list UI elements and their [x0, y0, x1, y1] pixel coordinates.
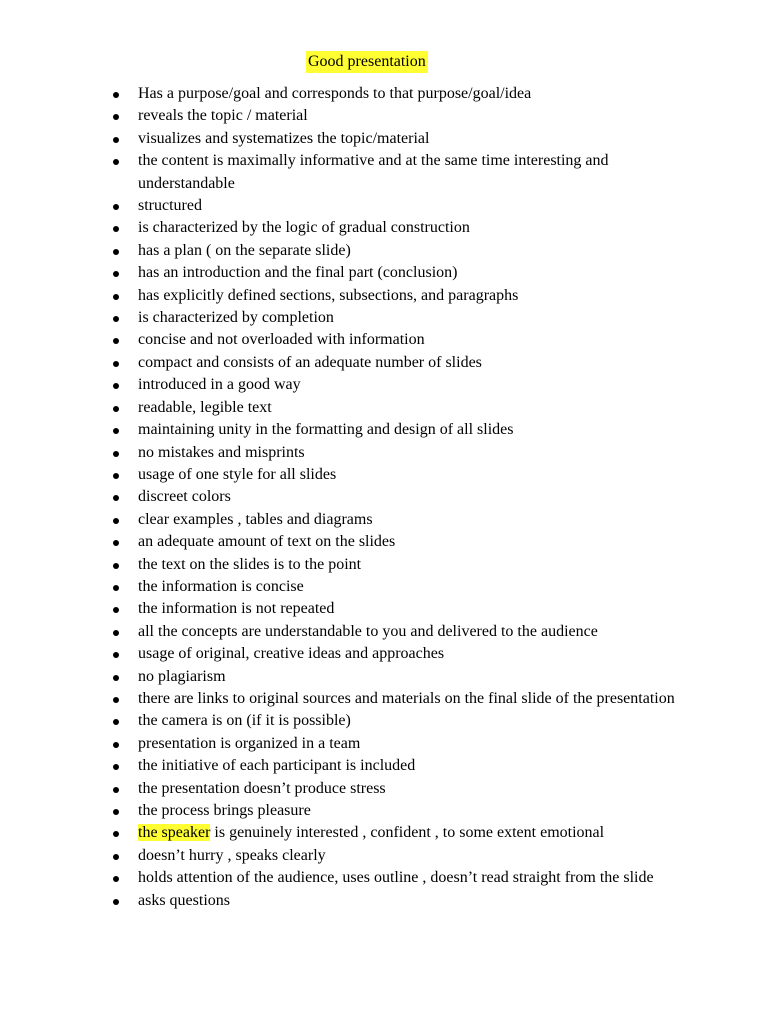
- list-item: [0, 240, 768, 262]
- list-item: [0, 374, 768, 396]
- list-item-text: has explicitly defined sections, subsections, and paragraphs: [138, 286, 519, 304]
- list-item: [0, 800, 768, 822]
- list-item: [0, 554, 768, 576]
- list-item-text: Has a purpose/goal and corresponds to that purpose/goal/idea: [138, 85, 532, 102]
- list-item: [0, 464, 768, 486]
- list-item-text: the initiative of each participant is included: [138, 757, 416, 775]
- bullet-icon: [113, 719, 119, 725]
- bullet-icon: [113, 361, 119, 367]
- list-item: [0, 419, 768, 441]
- list-item: [0, 397, 768, 419]
- list-item: [0, 262, 768, 284]
- bullet-icon: [113, 473, 119, 479]
- list-item-text: introduced in a good way: [138, 376, 301, 394]
- bullet-icon: [113, 249, 119, 255]
- list-item: [0, 83, 768, 105]
- list-item: [0, 778, 768, 800]
- list-item-text: clear examples , tables and diagrams: [138, 510, 373, 528]
- list-item: [0, 329, 768, 351]
- bullet-icon: [113, 899, 119, 905]
- bullet-icon: [113, 876, 119, 882]
- bullet-icon: [113, 540, 119, 546]
- list-item: [0, 442, 768, 464]
- list-item: [0, 867, 768, 889]
- bullet-icon: [113, 809, 119, 815]
- list-item: [0, 643, 768, 665]
- list-item-text: concise and not overloaded with information: [138, 331, 425, 349]
- list-item-text: readable, legible text: [138, 398, 272, 416]
- bullet-icon: [113, 137, 119, 143]
- list-item: [0, 307, 768, 329]
- highlighted-text: the speaker: [138, 824, 211, 842]
- list-item-text: the information is not repeated: [138, 600, 335, 618]
- list-item-text: holds attention of the audience, uses outline , doesn’t read straight from the slide: [138, 869, 654, 887]
- bullet-icon: [113, 697, 119, 703]
- bullet-icon: [113, 204, 119, 210]
- page-title: Good presentation: [306, 51, 428, 73]
- list-item-text: usage of original, creative ideas and approaches: [138, 645, 445, 663]
- list-item: [0, 733, 768, 755]
- bullet-icon: [113, 271, 119, 277]
- list-item: [0, 285, 768, 307]
- bullet-icon: [113, 854, 119, 860]
- list-item: [0, 217, 768, 239]
- list-item: [0, 598, 768, 620]
- list-item-text: the process brings pleasure: [138, 802, 311, 819]
- list-item: [0, 755, 768, 777]
- list-item-text: the presentation doesn’t produce stress: [138, 779, 386, 797]
- list-item-text: is genuinely interested , confident , to some extent emotional: [210, 824, 605, 842]
- list-item-text: asks questions: [138, 891, 230, 909]
- bullet-icon: [113, 518, 119, 524]
- list-item-text: doesn’t hurry , speaks clearly: [138, 846, 326, 864]
- bullet-icon: [113, 159, 119, 165]
- list-item-text: the content is maximally informative and at the same time interesting and understandable: [138, 152, 609, 192]
- bullet-icon: [113, 406, 119, 412]
- list-item-text: has a plan ( on the separate slide): [138, 241, 351, 259]
- list-item-text: all the concepts are understandable to you and delivered to the audience: [138, 622, 598, 640]
- list-item: [0, 352, 768, 374]
- bullet-icon: [113, 316, 119, 322]
- list-item-text: reveals the topic / material: [138, 107, 308, 125]
- bullet-icon: [113, 675, 119, 681]
- bullet-icon: [113, 92, 119, 98]
- list-item-text: structured: [138, 197, 202, 215]
- list-item: [0, 509, 768, 531]
- list-item: [0, 621, 768, 643]
- bullet-icon: [113, 831, 119, 837]
- list-item-text: presentation is organized in a team: [138, 734, 361, 752]
- list-item: [0, 890, 768, 912]
- bullet-icon: [113, 563, 119, 569]
- list-item: [0, 105, 768, 127]
- list-item-text: no mistakes and misprints: [138, 443, 305, 461]
- bullet-icon: [113, 451, 119, 457]
- list-item-text: the text on the slides is to the point: [138, 555, 362, 573]
- list-item-text: no plagiarism: [138, 667, 226, 685]
- list-item-text: is characterized by the logic of gradual construction: [138, 219, 470, 237]
- bullet-icon: [113, 294, 119, 300]
- list-item-text: usage of one style for all slides: [138, 465, 337, 483]
- bullet-icon: [113, 742, 119, 748]
- list-item: [0, 822, 768, 844]
- list-item: [0, 845, 768, 867]
- list-item-text: visualizes and systematizes the topic/material: [138, 129, 430, 147]
- list-item: [0, 531, 768, 553]
- list-item: [0, 195, 768, 217]
- bullet-icon: [113, 585, 119, 591]
- list-item-text: the camera is on (if it is possible): [138, 712, 351, 730]
- list-item: [0, 710, 768, 732]
- list-item: [0, 486, 768, 508]
- bullet-list: [0, 83, 768, 912]
- bullet-icon: [113, 114, 119, 120]
- bullet-icon: [113, 787, 119, 793]
- list-item-text: compact and consists of an adequate number of slides: [138, 353, 482, 371]
- list-item: [0, 150, 768, 195]
- list-item-text: maintaining unity in the formatting and design of all slides: [138, 421, 514, 439]
- bullet-icon: [113, 630, 119, 636]
- list-item: [0, 128, 768, 150]
- list-item-text: there are links to original sources and materials on the final slide of the presentation: [138, 689, 675, 707]
- list-item: [0, 688, 768, 710]
- bullet-icon: [113, 652, 119, 658]
- list-item: [0, 666, 768, 688]
- bullet-icon: [113, 383, 119, 389]
- list-item-text: the information is concise: [138, 577, 304, 595]
- bullet-icon: [113, 607, 119, 613]
- bullet-icon: [113, 764, 119, 770]
- bullet-icon: [113, 495, 119, 501]
- list-item-text: is characterized by completion: [138, 309, 334, 327]
- bullet-icon: [113, 428, 119, 434]
- bullet-icon: [113, 338, 119, 344]
- list-item-text: has an introduction and the final part (conclusion): [138, 264, 458, 282]
- bullet-icon: [113, 226, 119, 232]
- list-item: [0, 576, 768, 598]
- list-item-text: an adequate amount of text on the slides: [138, 533, 396, 551]
- list-item-text: discreet colors: [138, 488, 231, 506]
